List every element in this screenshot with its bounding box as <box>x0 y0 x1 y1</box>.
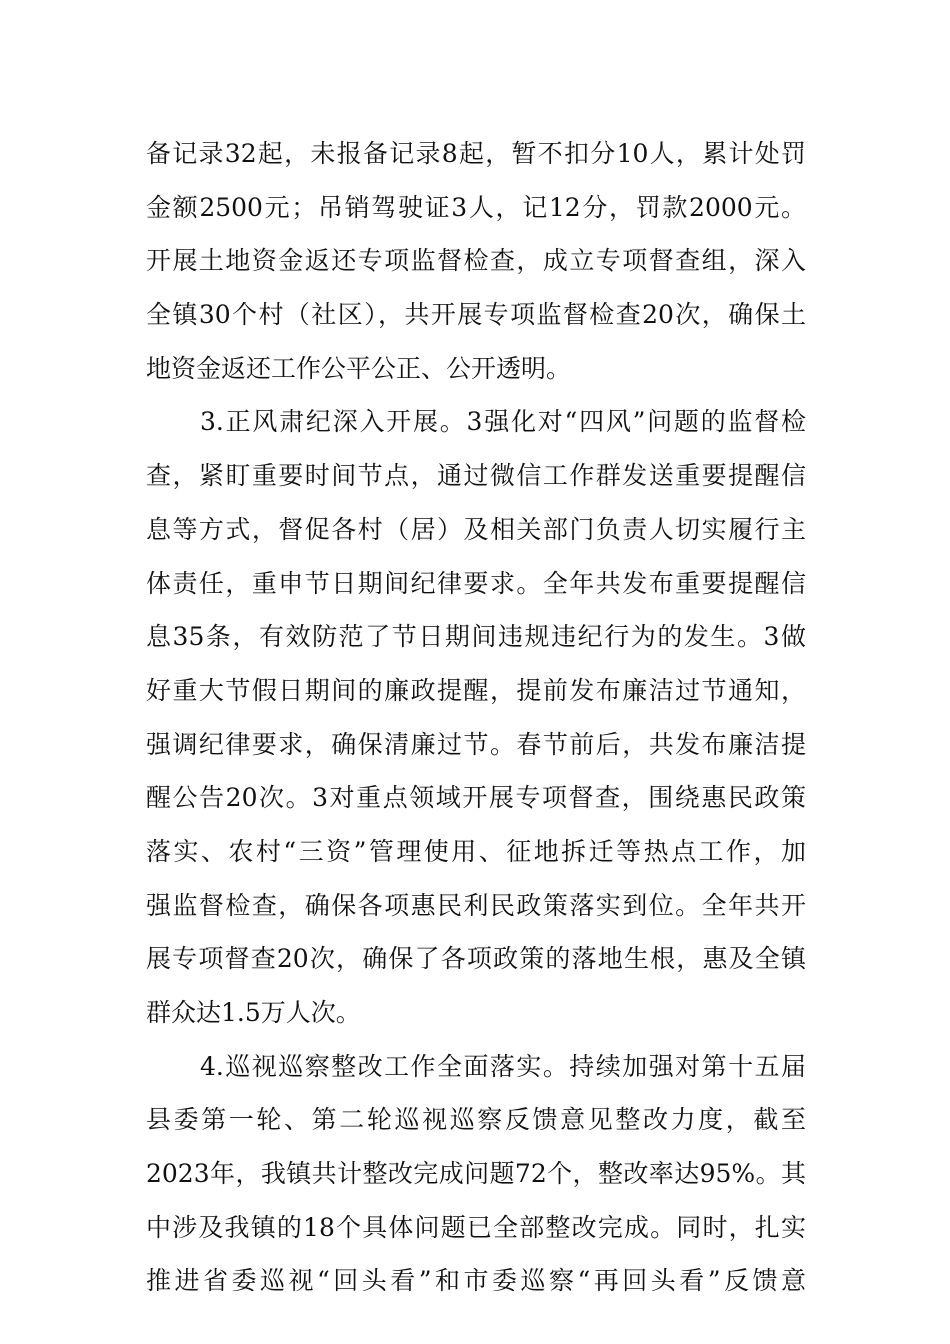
text-line: 展专项督查20次，确保了各项政策的落地生根，惠及全镇 <box>146 944 806 974</box>
text-line: 县委第一轮、第二轮巡视巡察反馈意见整改力度，截至 <box>146 1105 806 1135</box>
text-line: 好重大节假日期间的廉政提醒，提前发布廉洁过节通知， <box>146 675 806 705</box>
text-line: 息35条，有效防范了节日期间违规违纪行为的发生。3做 <box>146 622 806 652</box>
body-text <box>146 127 806 1308</box>
text-line: 备记录32起，未报备记录8起，暂不扣分10人，累计处罚 <box>146 139 806 168</box>
text-line: 地资金返还工作公平公正、公开透明。 <box>146 353 572 383</box>
text-line: 中涉及我镇的18个具体问题已全部整改完成。同时，扎实 <box>146 1212 806 1242</box>
text-line: 全镇30个村（社区），共开展专项监督检查20次，确保土 <box>146 300 806 330</box>
text-line: 群众达1.5万人次。 <box>146 998 361 1027</box>
text-line: 金额2500元；吊销驾驶证3人，记12分，罚款2000元。 <box>146 192 806 222</box>
text-line: 醒公告20次。3对重点领域开展专项督查，围绕惠民政策 <box>146 783 806 813</box>
paragraph-first-line: 3.正风肃纪深入开展。3强化对“四风”问题的监督检 <box>200 407 806 437</box>
paragraph-first-line: 4.巡视巡察整改工作全面落实。持续加强对第十五届 <box>200 1051 806 1081</box>
text-line: 强监督检查，确保各项惠民利民政策落实到位。全年共开 <box>146 890 806 920</box>
text-line: 落实、农村“三资”管理使用、征地拆迁等热点工作，加 <box>146 836 806 866</box>
text-line: 推进省委巡视“回头看”和市委巡察“再回头看”反馈意 <box>146 1266 806 1296</box>
text-line: 强调纪律要求，确保清廉过节。春节前后，共发布廉洁提 <box>146 729 806 759</box>
text-line: 开展土地资金返还专项监督检查，成立专项督查组，深入 <box>146 246 806 276</box>
text-line: 2023年，我镇共计整改完成问题72个，整改率达95%。其 <box>146 1159 806 1189</box>
text-line: 息等方式，督促各村（居）及相关部门负责人切实履行主 <box>146 514 806 544</box>
text-line: 体责任，重申节日期间纪律要求。全年共发布重要提醒信 <box>146 568 806 598</box>
text-line: 查，紧盯重要时间节点，通过微信工作群发送重要提醒信 <box>146 461 806 491</box>
